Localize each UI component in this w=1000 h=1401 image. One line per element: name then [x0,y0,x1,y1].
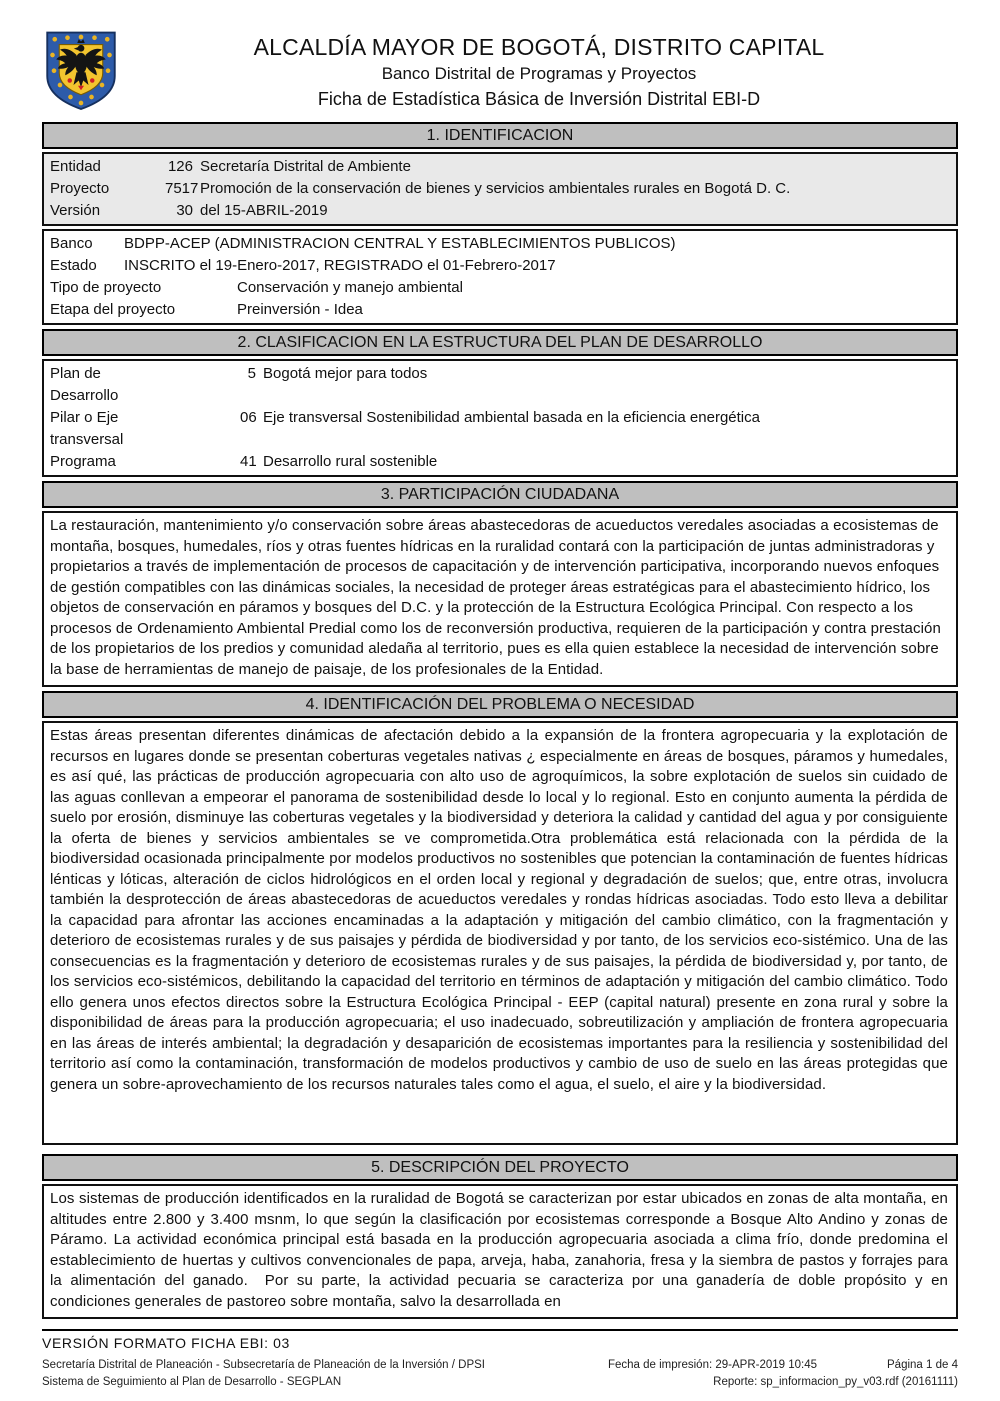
document-header [42,24,958,112]
field-code-entidad: 126 [167,158,193,175]
document-titles [120,24,958,112]
field-label-programa: Programa [50,453,116,470]
footer-org-line2: Sistema de Seguimiento al Plan de Desarrollo - SEGPLAN [42,1376,342,1388]
footer-print-block [608,1357,958,1391]
field-code-version: 30 [176,202,193,219]
footer-details [42,1357,958,1391]
field-value-version: del 15-ABRIL-2019 [200,202,328,219]
section-2-header: 2. CLASIFICACION EN LA ESTRUCTURA DEL PLAN DE DESARROLLO [42,329,958,356]
field-label-entidad: Entidad [50,158,101,175]
field-value-programa: Desarrollo rural sostenible [263,453,438,470]
field-row-plan-desarrollo [50,363,950,407]
field-value-plan-desarrollo: Bogotá mejor para todos [263,365,428,382]
field-label-plan-desarrollo: Plan de Desarrollo [50,365,119,404]
field-row-pilar-eje [50,407,950,451]
field-label-version: Versión [50,202,101,219]
field-row-banco [50,233,950,255]
field-value-etapa-proyecto: Preinversión - Idea [237,301,363,318]
field-label-proyecto: Proyecto [50,180,110,197]
identification-details-box [42,229,958,325]
identification-info-box [42,152,958,226]
field-label-pilar-eje: Pilar o Eje transversal [50,409,124,448]
field-row-entidad [50,156,950,178]
field-row-programa [50,451,950,473]
bogota-coat-of-arms-icon [42,28,120,112]
descripcion-proyecto-text: Los sistemas de producción identificados en la ruralidad de Bogotá se caracterizan por estar ubicados en zonas de alta montaña, en altitudes entre 2.800 y 3.400 msnm, lo que según la clasificación por ecosistemas corresponde a Bosque Alto Andino y zonas de Páramo. La actividad económica principal está basada en la producción agropecuaria asociada a clima frío, donde predomina el establecimiento de huertas y cultivos convencionales de papa, arveja, haba, zanahoria, fresa y la siembra de pastos y forrajes para la alimentación del ganado. Por su parte, la actividad pecuaria se caracteriza por una ganadería de doble propósito y en condiciones generales de pastoreo sobre montaña, salvo la desarrollada en [42,1184,958,1319]
footer-page-number: Página 1 de 4 [887,1359,958,1371]
field-value-proyecto: Promoción de la conservación de bienes y servicios ambientales rurales en Bogotá D. C. [200,180,791,197]
field-code-pilar-eje: 06 [240,409,257,426]
section-4-header: 4. IDENTIFICACIÓN DEL PROBLEMA O NECESIDAD [42,691,958,718]
field-code-proyecto: 7517 [165,180,199,197]
footer-org-block [42,1357,485,1391]
section-5-header: 5. DESCRIPCIÓN DEL PROYECTO [42,1154,958,1181]
participacion-ciudadana-text: La restauración, mantenimiento y/o conservación sobre áreas abastecedoras de acueductos veredales asociadas a ecosistemas de montaña, bosques, humedales, ríos y otras fuentes hídricas en la ruralidad contará con la participación de juntas administradoras y propietarios a través de implementación de procesos de capacitación y de intervención participativa, incorporando nuevos enfoques de gestión compatibles con las dinámicas sociales, la necesidad de proteger áreas estratégicas para el abastecimiento hídrico, los objetos de conservación en páramos y bosques del D.C. y la protección de la Estructura Ecológica Principal. Con respecto a los procesos de Ordenamiento Ambiental Predial como los de reconversión productiva, requieren de la participación y contra prestación de los propietarios de los predios y comunidad aledaña al territorio, pues es ella quien establece la necesidad de intervención sobre la base de herramientas de manejo de paisaje, de los profesionales de la Entidad. [42,511,958,687]
field-row-tipo-proyecto [50,277,950,299]
problema-necesidad-text: Estas áreas presentan diferentes dinámicas de afectación debido a la expansión de la frontera agropecuaria y la explotación de recursos en lugares donde se presentan coberturas vegetales nativas ¿ especialmente en áreas de bosques, páramos y humedales, es así qué, las prácticas de producción agropecuaria con alto uso de agroquímicos, la sobre explotación de suelos sin cuidado de las aguas conllevan a empeorar el panorama de sostenibilidad desde lo local y lo regional. Esto en conjunto aumenta la pérdida de suelo por erosión, disminuye las coberturas vegetales y la biodiversidad y deteriora la calidad y cantidad del agua y por consiguiente la oferta de bienes y servicios ambientales se ve comprometida.Otra problemática está relacionada con la pérdida de la biodiversidad ocasionada principalmente por modelos productivos no sostenibles que potencian la contaminación de fuentes hídricas lénticas y lóticas, alteración de ciclos hidrológicos en el orden local y regional y degradación de suelos; que, entre otras, involucra también la desprotección de áreas abastecedoras de acueductos veredales y rondas hídricas asociadas. Todo esto lleva a debilitar la capacidad para afrontar las acciones encaminadas a la adaptación y mitigación del cambio climático, con la fragmentación y deterioro de ecosistemas rurales y de sus paisajes y pérdida de biodiversidad y por tanto, de los servicios eco-sistémico. Una de las consecuencias es la fragmentación y deterioro de ecosistemas rurales y de sus paisajes, la pérdida de biodiversidad y, por tanto, de los servicios eco-sistémicos, debilitando la capacidad del territorio en términos de adaptación y mitigación del cambio climático. Todo ello genera unos efectos directos sobre la Estructura Ecológica Principal - EEP (capital natural) presente en zona rural y sobre la disponibilidad de áreas para la producción agropecuaria; el uso inadecuado, sobreutilización y ampliación de frontera agropecuaria en las áreas de interés ambiental; la degradación y desaparición de ecosistemas importantes para la resiliencia y sostenibilidad del territorio así como la contaminación, transformación de modelos productivos y cambio de uso de suelo en las áreas protegidas que genera un sobre-aprovechamiento de los recursos naturales tales como el agua, el suelo, el aire y la biodiversidad. [42,721,958,1145]
field-code-programa: 41 [240,453,257,470]
field-row-version [50,200,950,222]
document-footer [42,1329,958,1391]
footer-org-line1: Secretaría Distrital de Planeación - Subsecretaría de Planeación de la Inversión / DPSI [42,1359,485,1371]
footer-report-name: Reporte: sp_informacion_py_v03.rdf (20161111) [713,1376,958,1388]
field-value-pilar-eje: Eje transversal Sostenibilidad ambiental basada en la eficiencia energética [263,409,760,426]
field-value-tipo-proyecto: Conservación y manejo ambiental [237,279,463,296]
plan-classification-box [42,359,958,477]
field-label-etapa-proyecto: Etapa del proyecto [50,301,176,318]
field-row-estado [50,255,950,277]
field-label-estado: Estado [50,257,97,274]
field-label-banco: Banco [50,235,93,252]
subtitle-banco: Banco Distrital de Programas y Proyectos [381,64,697,83]
footer-print-row [608,1357,958,1374]
section-3-header: 3. PARTICIPACIÓN CIUDADANA [42,481,958,508]
field-value-banco: BDPP-ACEP (ADMINISTRACION CENTRAL Y ESTABLECIMIENTOS PUBLICOS) [124,235,676,252]
footer-print-date: Fecha de impresión: 29-APR-2019 10:45 [607,1359,818,1371]
page-title: ALCALDÍA MAYOR DE BOGOTÁ, DISTRITO CAPITAL [253,34,825,60]
field-label-tipo-proyecto: Tipo de proyecto [50,279,162,296]
field-row-proyecto [50,178,950,200]
field-value-estado: INSCRITO el 19-Enero-2017, REGISTRADO el 01-Febrero-2017 [124,257,556,274]
footer-version-label: VERSIÓN FORMATO FICHA EBI: 03 [42,1335,290,1351]
subtitle-ficha: Ficha de Estadística Básica de Inversión Distrital EBI-D [317,89,761,109]
field-code-plan-desarrollo: 5 [247,365,256,382]
field-row-etapa-proyecto [50,299,950,321]
section-1-header: 1. IDENTIFICACION [42,122,958,149]
field-value-entidad: Secretaría Distrital de Ambiente [200,158,411,175]
